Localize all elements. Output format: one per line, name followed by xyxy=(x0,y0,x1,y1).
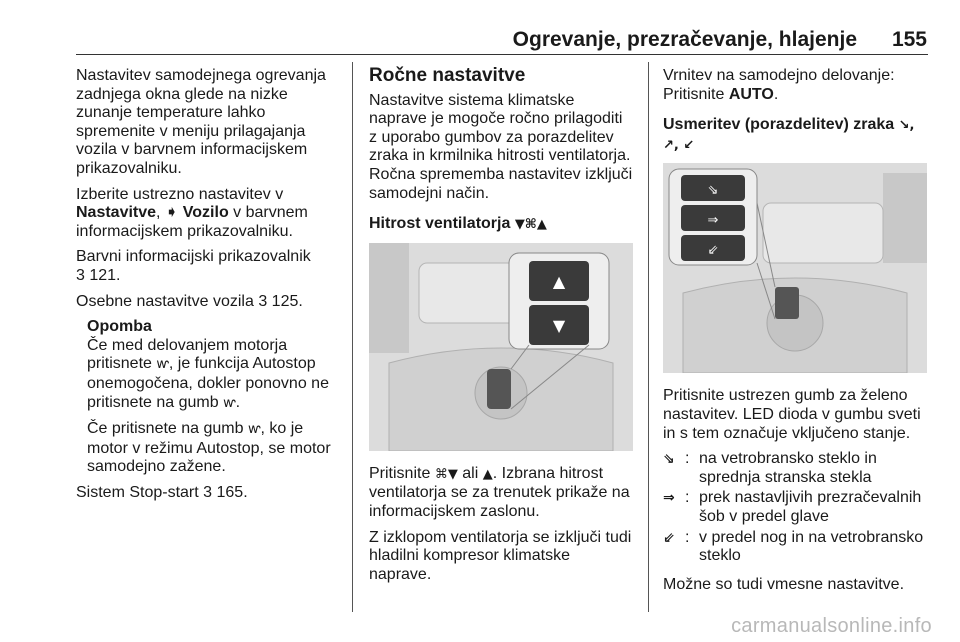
page-reference[interactable]: 3 125. xyxy=(258,292,303,310)
column-2 xyxy=(369,67,634,591)
subheading xyxy=(663,116,929,155)
fan-speed-icon: ▼⌘▲ xyxy=(514,217,547,233)
fan-up-icon: ▲ xyxy=(482,466,493,482)
paragraph: Nastavitev samodejnega ogrevanja zadnjega okna glede na nizke zunanje temperature lahko spremenite v meniju prilagajanja vozila v barvnem informacijskem prikazovalniku. xyxy=(76,67,326,177)
auto-button-label: AUTO xyxy=(728,85,774,103)
head-vent-icon: ⇒ xyxy=(663,490,675,507)
note-box xyxy=(76,318,338,477)
paragraph: Izberite ustrezno nastavitev v Nastavitve, ➧ Vozilo v barvnem informacijskem prikazovalniku. xyxy=(76,185,308,240)
fan-control-figure xyxy=(369,243,633,451)
text: v barvnem informacijskem prikazovalniku. xyxy=(76,204,308,240)
column-divider-1 xyxy=(352,62,353,612)
legend-separator: : xyxy=(685,450,690,468)
paragraph xyxy=(663,67,929,104)
page-header-title: Ogrevanje, prezračevanje, hlajenje xyxy=(512,28,857,51)
text: Pritisnite xyxy=(369,464,431,482)
subheading xyxy=(369,215,634,235)
legend-separator: : xyxy=(685,528,690,546)
text: Če med delovanjem motorja pritisnete xyxy=(87,336,288,373)
text: Sistem Stop-start xyxy=(76,483,199,501)
legend-text: prek nastavljivih prezračevalnih šob v predel glave xyxy=(699,489,922,525)
dashboard-illustration xyxy=(369,243,633,451)
paragraph: Z izklopom ventilatorja se izklјuči tudi hladilni kompresor klimatske naprave. xyxy=(369,528,632,583)
column-1 xyxy=(76,67,338,509)
page-reference[interactable]: 3 165. xyxy=(203,483,248,501)
footwell-icon: ⇙ xyxy=(663,529,675,546)
paragraph xyxy=(369,465,634,522)
text: Osebne nastavitve vozila xyxy=(76,292,254,310)
paragraph xyxy=(76,248,338,285)
rear-defrost-icon: ⱳ xyxy=(223,395,236,411)
svg-text:⇒: ⇒ xyxy=(707,213,719,229)
rear-defrost-icon: ⱳ xyxy=(156,357,169,373)
svg-text:▲: ▲ xyxy=(552,271,566,291)
air-distribution-legend xyxy=(663,450,929,566)
section-heading: Ročne nastavitve xyxy=(369,65,526,86)
rear-defrost-icon: ⱳ xyxy=(247,422,261,438)
text: . xyxy=(773,85,779,103)
svg-text:▼: ▼ xyxy=(552,315,566,335)
paragraph xyxy=(76,484,338,503)
windscreen-icon: ⇘ xyxy=(663,451,675,468)
legend-text: v predel nog in na vetrobransko steklo xyxy=(699,528,924,565)
arrow-icon: ➧ xyxy=(164,204,179,222)
text: Hitrost ventilatorja xyxy=(369,215,511,233)
text: , je funkcija Autostop onemogočena, dokler ponovno ne pritisnete na gumb xyxy=(87,355,329,411)
air-distribution-icons: ↘, ↗, ↙ xyxy=(663,118,915,153)
paragraph: Nastavitve sistema klimatske naprave je mogoče ročno prilagoditi z uporabo gumbov za porazdelitev zraka in krmilnika hitrosti ventilatorja. Ročna sprememba nastavitev izključi samodejni način. xyxy=(369,91,633,202)
column-divider-2 xyxy=(648,62,649,612)
watermark-url: carmanualsonline.info xyxy=(731,615,932,637)
note-paragraph xyxy=(87,420,338,477)
note-title: Opomba xyxy=(87,318,152,336)
paragraph: Pritisnite ustrezen gumb za želeno nastavitev. LED dioda v gumbu sveti in s tem označuje vključeno stanje. xyxy=(663,387,921,442)
paragraph xyxy=(76,293,338,312)
text: Če pritisnete na gumb xyxy=(87,420,244,438)
svg-text:⇘: ⇘ xyxy=(707,183,719,199)
page-number: 155 xyxy=(891,28,927,51)
text: Izberite ustrezno nastavitev v xyxy=(76,185,284,203)
text: ali xyxy=(462,464,479,482)
header-rule xyxy=(76,54,928,55)
page-reference[interactable]: 3 121. xyxy=(76,266,121,284)
menu-term: Vozilo xyxy=(182,204,229,222)
text: Usmeritev (porazdelitev) zraka xyxy=(663,116,895,134)
text: Barvni informacijski prikazovalnik xyxy=(76,248,311,266)
legend-text: na vetrobransko steklo in sprednja stranska stekla xyxy=(699,450,877,486)
menu-term: Nastavitve xyxy=(76,204,157,222)
fan-down-icon: ⌘▼ xyxy=(434,466,458,482)
text: , ko je motor v režimu Autostop, se motor samodejno zažene. xyxy=(87,420,331,476)
air-distribution-figure xyxy=(663,163,927,373)
svg-text:⇙: ⇙ xyxy=(707,243,719,259)
paragraph: Možne so tudi vmesne nastavitve. xyxy=(663,575,905,593)
note-paragraph: Če med delovanjem motorja pritisnete ⱳ, je funkcija Autostop onemogočena, dokler ponovno ne pritisnete na gumb ⱳ. xyxy=(87,336,329,411)
column-3 xyxy=(663,67,929,601)
text: Vrnitev na samodejno delovanje: Pritisnite xyxy=(663,67,895,103)
text: . Izbrana hitrost ventilatorja se za trenutek prikaže na informacijskem zaslonu. xyxy=(369,464,630,520)
dashboard-illustration xyxy=(663,163,927,373)
legend-separator: : xyxy=(685,489,690,507)
